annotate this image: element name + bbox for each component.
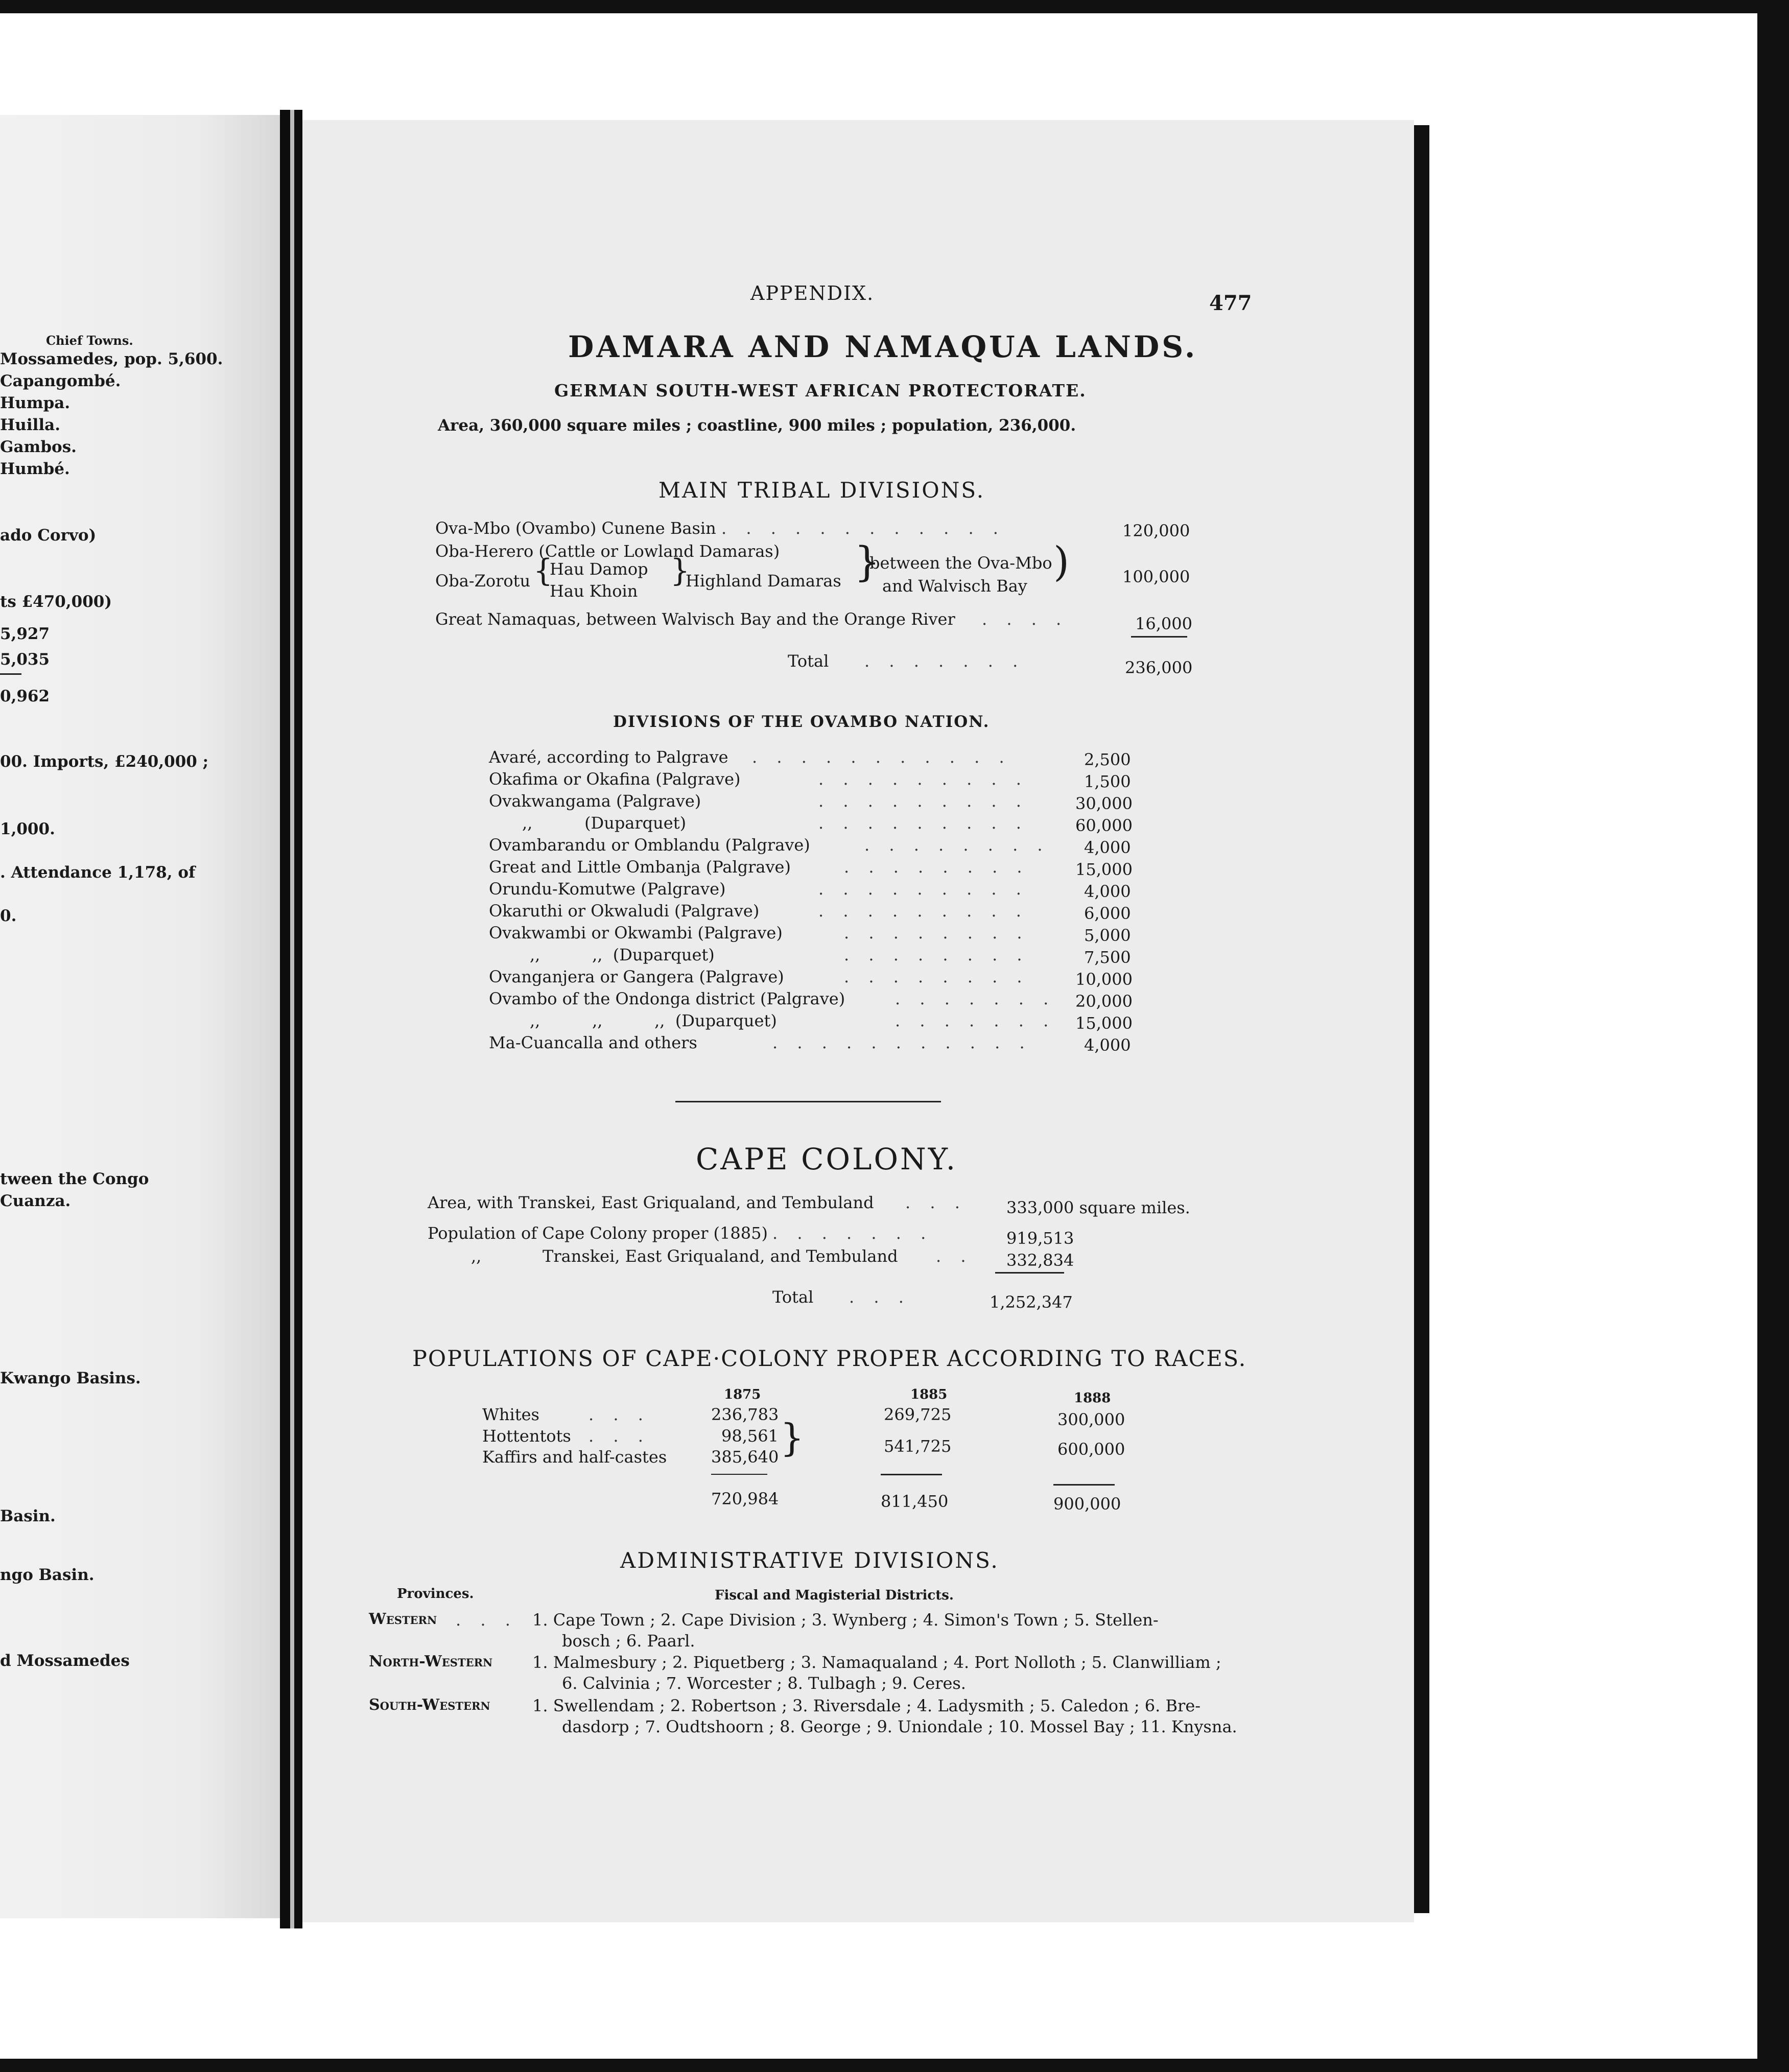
year-1875: 1875 — [724, 1387, 761, 1402]
tribal-heading: MAIN TRIBAL DIVISIONS. — [658, 478, 985, 503]
whites-1885: 269,725 — [884, 1405, 952, 1424]
ovambo-name: Ovakwambi or Okwambi (Palgrave) — [489, 923, 783, 943]
left-line: ngo Basin. — [0, 1566, 95, 1584]
cape-area-label: Area, with Transkei, East Griqualand, and Tembuland — [428, 1193, 874, 1212]
races-heading: POPULATIONS OF CAPE·COLONY PROPER ACCORDING TO RACES. — [412, 1346, 1247, 1372]
ovambo-value: 6,000 — [1084, 904, 1131, 923]
left-line: . Attendance 1,178, of — [0, 863, 196, 882]
left-line: Basin. — [0, 1507, 56, 1525]
left-line: d Mossamedes — [0, 1652, 130, 1670]
cape-pop-proper-value: 919,513 — [1006, 1229, 1074, 1248]
left-line: 5,035 — [0, 650, 50, 669]
left-line: Kwango Basins. — [0, 1369, 141, 1387]
section-divider — [675, 1101, 941, 1102]
cape-pop-total-label: Total — [772, 1287, 814, 1307]
whites-1875: 236,783 — [711, 1405, 779, 1424]
left-line: ado Corvo) — [0, 526, 97, 545]
left-line: Capangombé. — [0, 372, 121, 390]
left-line: Cuanza. — [0, 1192, 71, 1210]
hk-1888: 600,000 — [1057, 1440, 1125, 1459]
left-line: ts £470,000) — [0, 593, 112, 611]
left-line: Humbé. — [0, 460, 70, 478]
tribes-total-label: Total — [788, 651, 829, 671]
tribe-great-namaquas: Great Namaquas, between Walvisch Bay and the Orange River — [435, 609, 955, 629]
provinces-label: Provinces. — [397, 1586, 474, 1602]
ovambo-name: Ovambarandu or Omblandu (Palgrave) — [489, 835, 810, 855]
leader-dots: . . . . . . . . — [844, 923, 1029, 943]
herero-zorotu-value: 100,000 — [1122, 567, 1190, 586]
ovambo-value: 10,000 — [1075, 970, 1133, 989]
ovambo-heading: DIVISIONS OF THE OVAMBO NATION. — [613, 713, 990, 731]
districts-label: Fiscal and Magisterial Districts. — [715, 1588, 954, 1603]
kaffirs-label: Kaffirs and half-castes — [482, 1447, 667, 1467]
sw-districts-2: dasdorp ; 7. Oudtshoorn ; 8. George ; 9. Uniondale ; 10. Mossel Bay ; 11. Knysna. — [562, 1717, 1237, 1736]
leader-dots: . . . . . . . . . — [818, 879, 1028, 899]
ovambo-value: 15,000 — [1075, 860, 1133, 879]
tribe-great-namaquas-value: 16,000 — [1135, 614, 1192, 633]
ovambo-value: 5,000 — [1084, 926, 1131, 945]
ovambo-name: Okaruthi or Okwaludi (Palgrave) — [489, 901, 760, 921]
leader-dots: . . . . . . . . — [844, 945, 1029, 964]
total-rule — [995, 1272, 1064, 1274]
admin-heading: ADMINISTRATIVE DIVISIONS. — [620, 1548, 999, 1573]
ovambo-name: Ovambo of the Ondonga district (Palgrave) — [489, 989, 845, 1008]
ovambo-name: ,, ,, ,, (Duparquet) — [530, 1011, 777, 1030]
ovambo-value: 4,000 — [1084, 1035, 1131, 1055]
ovambo-name: Ma-Cuancalla and others — [489, 1033, 697, 1052]
tribe-ova-mbo-value: 120,000 — [1122, 521, 1190, 540]
chief-towns-heading: Chief Towns. — [46, 333, 133, 348]
brace: } — [854, 538, 880, 585]
nw-districts-2: 6. Calvinia ; 7. Worcester ; 8. Tulbagh ; 9. Ceres. — [562, 1674, 966, 1693]
ovambo-name: Orundu-Komutwe (Palgrave) — [489, 879, 726, 899]
ovambo-name: Okafima or Okafina (Palgrave) — [489, 769, 741, 789]
western-districts-1: 1. Cape Town ; 2. Cape Division ; 3. Wynberg ; 4. Simon's Town ; 5. Stellen- — [532, 1610, 1159, 1630]
left-line: 0,962 — [0, 687, 50, 705]
leader-dots: . . . — [905, 1193, 967, 1212]
ovambo-value: 30,000 — [1075, 794, 1133, 813]
ovambo-value: 60,000 — [1075, 816, 1133, 835]
ovambo-value: 1,500 — [1084, 772, 1131, 791]
ovambo-name: Ovanganjera or Gangera (Palgrave) — [489, 967, 784, 986]
ovambo-value: 2,500 — [1084, 750, 1131, 769]
ovambo-name: Avaré, according to Palgrave — [489, 747, 728, 767]
right-scan-border — [1757, 0, 1789, 2072]
total-1885: 811,450 — [881, 1492, 949, 1511]
page-477 — [302, 120, 1414, 1922]
western-districts-2: bosch ; 6. Paarl. — [562, 1631, 695, 1651]
leader-dots: . . . — [589, 1426, 650, 1446]
ovambo-value: 15,000 — [1075, 1014, 1133, 1033]
left-line: tween the Congo — [0, 1170, 149, 1188]
left-line: Gambos. — [0, 438, 77, 456]
tribe-oba-zorotu: Oba-Zorotu — [435, 571, 531, 591]
cape-area-value: 333,000 square miles. — [1006, 1198, 1190, 1217]
total-1888: 900,000 — [1053, 1494, 1121, 1514]
leader-dots: . . . . . . . — [895, 989, 1056, 1008]
leader-dots: . . . . . . . . . . . — [752, 747, 1011, 767]
damara-title: DAMARA AND NAMAQUA LANDS. — [568, 329, 1198, 364]
leader-dots: . . . . . . . — [895, 1011, 1056, 1030]
leader-dots: . . . . — [982, 609, 1069, 629]
province-south-western: South-Western — [369, 1696, 490, 1714]
cape-pop-transkei-label: Transkei, East Griqualand, and Tembuland — [543, 1246, 898, 1266]
ovambo-name: Ovakwangama (Palgrave) — [489, 791, 701, 811]
ovambo-name: ,, ,, (Duparquet) — [530, 945, 715, 964]
ovambo-value: 7,500 — [1084, 948, 1131, 967]
left-line: Mossamedes, pop. 5,600. — [0, 350, 223, 368]
leader-dots: . . . . . . . . . — [818, 813, 1028, 833]
ovambo-name: Great and Little Ombanja (Palgrave) — [489, 857, 791, 877]
page-edge-shadow — [1414, 125, 1429, 1913]
left-sum-rule — [0, 673, 21, 675]
cape-title: CAPE COLONY. — [696, 1142, 958, 1176]
leader-dots: . . . — [589, 1405, 650, 1424]
total-rule — [1131, 636, 1187, 638]
province-north-western: North-Western — [369, 1653, 493, 1670]
brace: } — [670, 553, 690, 588]
whites-label: Whites — [482, 1405, 539, 1424]
ovambo-value: 4,000 — [1084, 882, 1131, 901]
nw-districts-1: 1. Malmesbury ; 2. Piquetberg ; 3. Namaqualand ; 4. Port Nolloth ; 5. Clanwilliam ; — [532, 1653, 1221, 1672]
cape-pop-transkei-value: 332,834 — [1006, 1251, 1074, 1270]
hk-1885: 541,725 — [884, 1437, 952, 1456]
sw-districts-1: 1. Swellendam ; 2. Robertson ; 3. Riversdale ; 4. Ladysmith ; 5. Caledon ; 6. Bre- — [532, 1696, 1201, 1715]
left-line: Huilla. — [0, 416, 61, 434]
page-number: 477 — [1209, 291, 1252, 315]
top-scan-border — [0, 0, 1789, 13]
leader-dots: . . . . . . . — [772, 1223, 933, 1243]
ditto-mark: ,, — [471, 1246, 482, 1266]
left-line: 5,927 — [0, 625, 50, 643]
damara-area-line: Area, 360,000 square miles ; coastline, 900 miles ; population, 236,000. — [438, 416, 1076, 435]
cape-pop-total-value: 1,252,347 — [990, 1292, 1073, 1312]
leader-dots: . . . . . . . . . . . . — [721, 519, 1005, 538]
year-1885: 1885 — [910, 1387, 948, 1402]
running-title: APPENDIX. — [750, 282, 875, 304]
ovambo-value: 4,000 — [1084, 838, 1131, 857]
brace: } — [780, 1416, 805, 1460]
ovambo-value: 20,000 — [1075, 992, 1133, 1011]
left-page-fragment — [0, 115, 280, 1918]
total-rule — [881, 1474, 942, 1475]
left-line: Humpa. — [0, 394, 70, 412]
leader-dots: . . . . . . . . — [844, 967, 1029, 986]
left-line: 1,000. — [0, 820, 55, 838]
hau-damop: Hau Damop — [550, 559, 648, 579]
left-line: 0. — [0, 907, 17, 925]
ovambo-name: ,, (Duparquet) — [522, 813, 687, 833]
tribes-total-value: 236,000 — [1125, 658, 1193, 677]
leader-dots: . . . — [456, 1610, 517, 1630]
whites-1888: 300,000 — [1057, 1410, 1125, 1429]
gutter-highlight — [290, 110, 294, 1928]
bottom-scan-border — [0, 2059, 1789, 2072]
total-1875: 720,984 — [711, 1489, 779, 1509]
year-1888: 1888 — [1074, 1391, 1111, 1406]
damara-subtitle: GERMAN SOUTH-WEST AFRICAN PROTECTORATE. — [554, 381, 1087, 401]
brace: ) — [1053, 538, 1070, 585]
cape-pop-proper-label: Population of Cape Colony proper (1885) — [428, 1223, 768, 1243]
leader-dots: . . . . . . . . . . . — [772, 1033, 1032, 1052]
between-line-1: between the Ova-Mbo — [869, 553, 1052, 573]
leader-dots: . . . . . . . — [864, 651, 1025, 671]
leader-dots: . . . — [849, 1287, 911, 1307]
hau-khoin: Hau Khoin — [550, 581, 638, 601]
total-rule — [711, 1474, 767, 1475]
total-rule — [1053, 1484, 1115, 1486]
leader-dots: . . . . . . . . . — [818, 769, 1028, 789]
leader-dots: . . . . . . . . . — [818, 901, 1028, 921]
hottentots-label: Hottentots — [482, 1426, 571, 1446]
brace: { — [533, 553, 553, 588]
hottentots-1875: 98,561 — [721, 1426, 779, 1446]
province-western: Western — [369, 1610, 437, 1628]
left-line: 00. Imports, £240,000 ; — [0, 752, 209, 771]
tribe-ova-mbo: Ova-Mbo (Ovambo) Cunene Basin — [435, 519, 716, 538]
between-line-2: and Walvisch Bay — [882, 576, 1027, 596]
kaffirs-1875: 385,640 — [711, 1447, 779, 1467]
leader-dots: . . — [936, 1246, 973, 1266]
tribe-oba-herero: Oba-Herero (Cattle or Lowland Damaras) — [435, 541, 780, 561]
highland-damaras: Highland Damaras — [686, 571, 841, 591]
leader-dots: . . . . . . . . — [864, 835, 1050, 855]
leader-dots: . . . . . . . . . — [818, 791, 1028, 811]
leader-dots: . . . . . . . . — [844, 857, 1029, 877]
